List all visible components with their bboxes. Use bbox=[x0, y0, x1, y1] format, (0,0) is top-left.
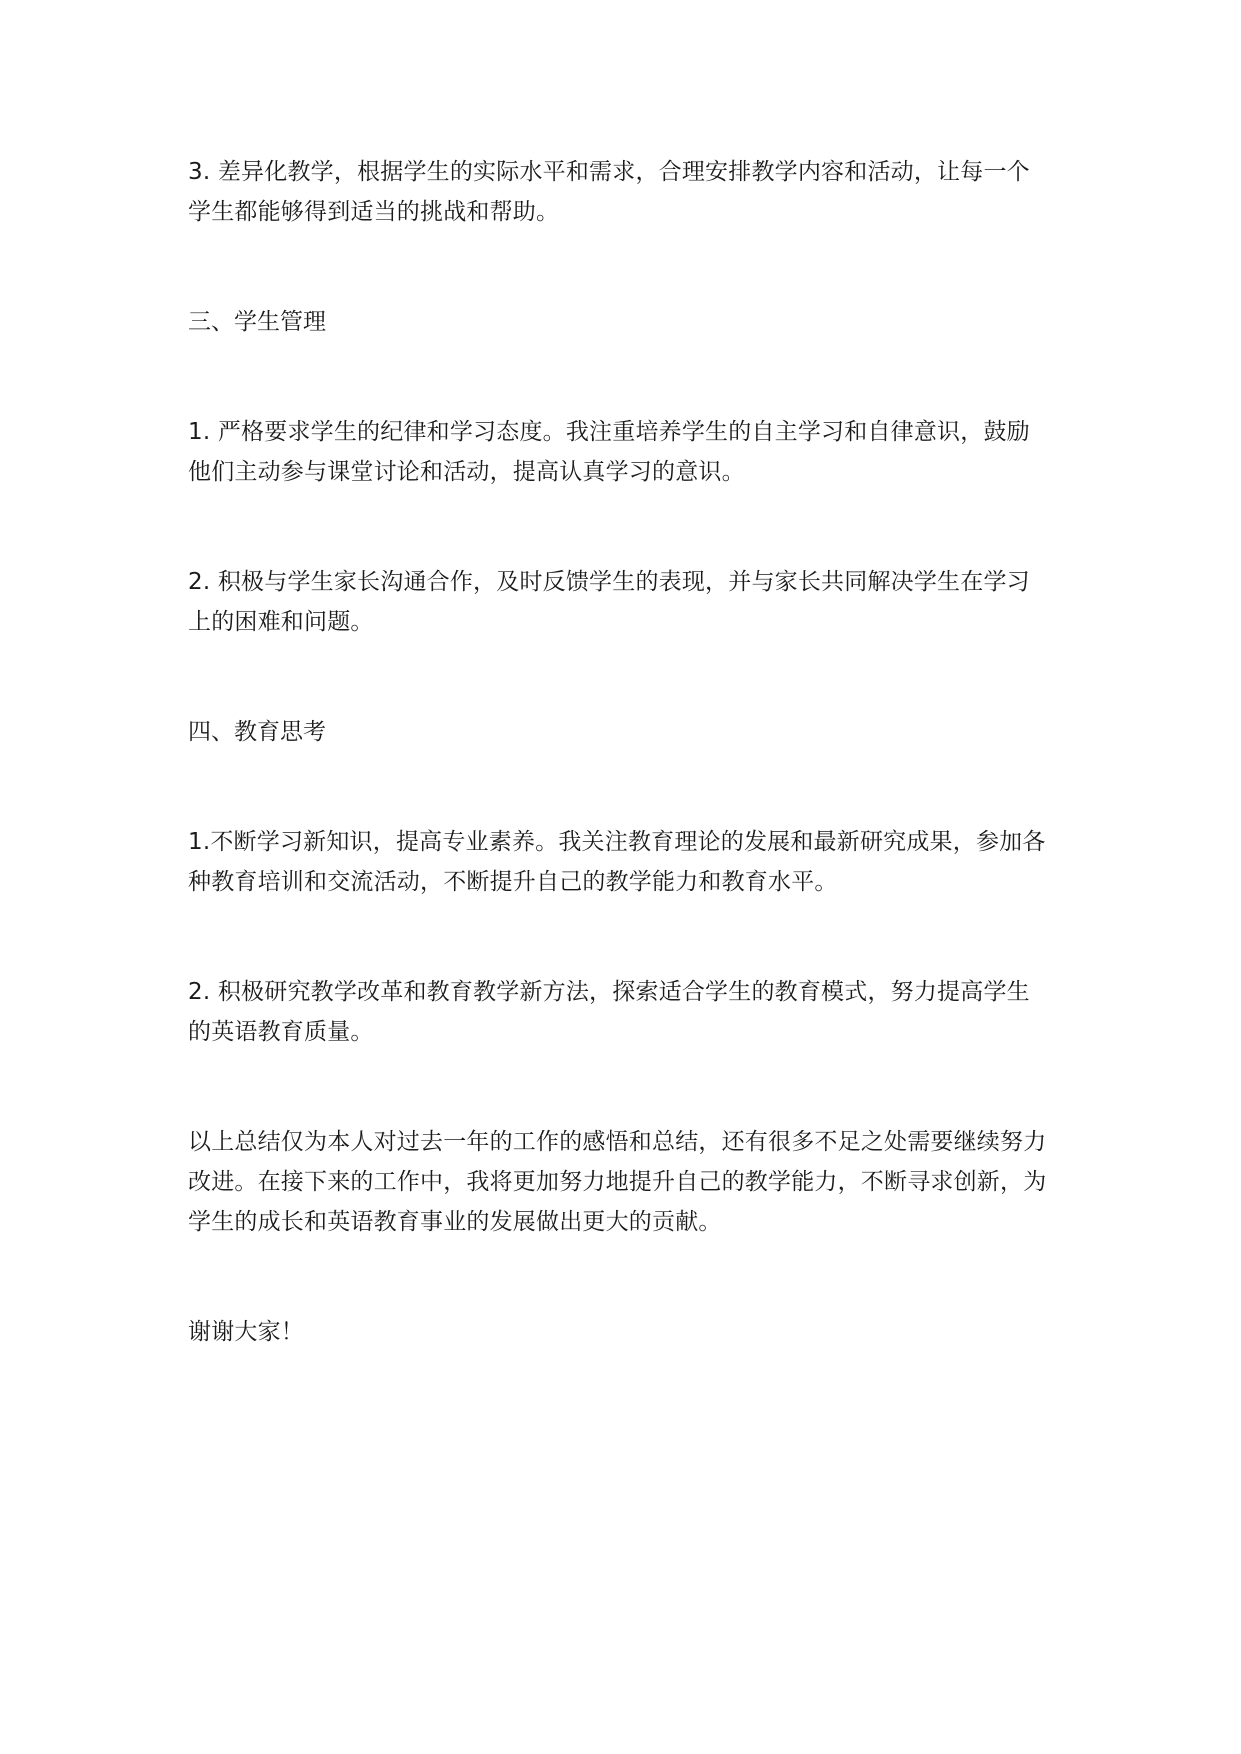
paragraph-thanks: 谢谢大家！ bbox=[188, 1319, 304, 1345]
section-heading-student-management: 三、学生管理 bbox=[188, 309, 326, 335]
paragraph-management-item-1: 1. 严格要求学生的纪律和学习态度。我注重培养学生的自主学习和自律意识，鼓励他们主动参与课堂讨论和活动，提高认真学习的意识。 bbox=[188, 419, 1030, 485]
paragraph-management-item-2: 2. 积极与学生家长沟通合作，及时反馈学生的表现，并与家长共同解决学生在学习上的困难和问题。 bbox=[188, 569, 1030, 635]
document-body bbox=[188, 152, 1052, 1352]
paragraph-teaching-item-3: 3. 差异化教学，根据学生的实际水平和需求，合理安排教学内容和活动，让每一个学生都能够得到适当的挑战和帮助。 bbox=[188, 159, 1030, 225]
paragraph-summary: 以上总结仅为本人对过去一年的工作的感悟和总结，还有很多不足之处需要继续努力改进。在接下来的工作中，我将更加努力地提升自己的教学能力，不断寻求创新，为学生的成长和英语教育事业的发展做出更大的贡献。 bbox=[188, 1129, 1047, 1235]
paragraph-reflection-item-2: 2. 积极研究教学改革和教育教学新方法，探索适合学生的教育模式，努力提高学生的英语教育质量。 bbox=[188, 979, 1030, 1045]
section-heading-education-reflection: 四、教育思考 bbox=[188, 719, 326, 745]
paragraph-reflection-item-1: 1.不断学习新知识，提高专业素养。我关注教育理论的发展和最新研究成果，参加各种教育培训和交流活动，不断提升自己的教学能力和教育水平。 bbox=[188, 829, 1046, 895]
